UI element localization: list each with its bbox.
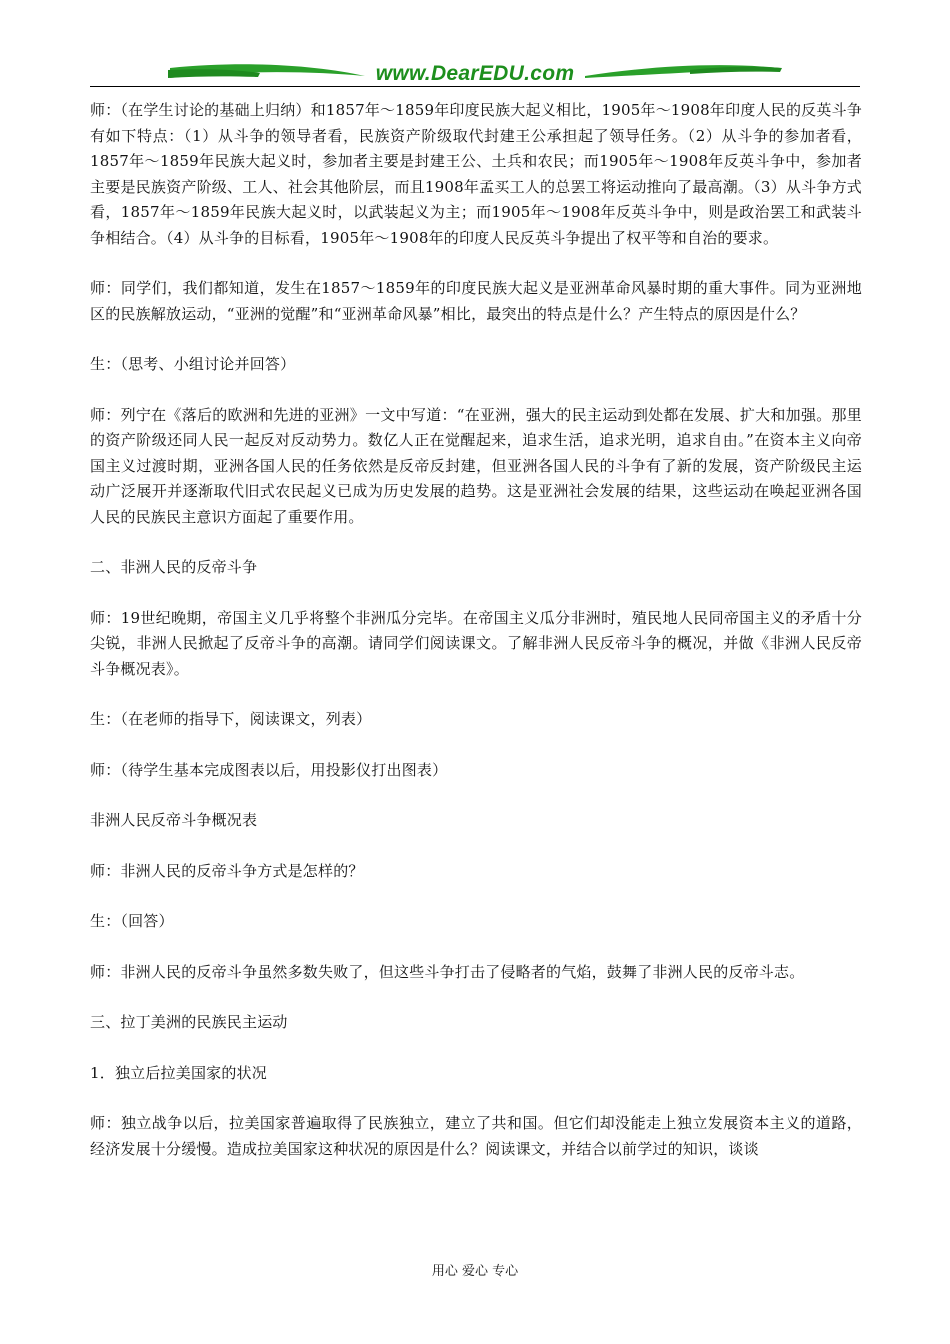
paragraph-teacher-method-question: 师：非洲人民的反帝斗争方式是怎样的？ <box>90 861 364 880</box>
site-logo-text: www.DearEDU.com <box>375 62 575 85</box>
subsection-heading-latin-america-status: 1．独立后拉美国家的状况 <box>90 1063 267 1082</box>
paragraph-lenin-quote: 师：列宁在《落后的欧洲和先进的亚洲》一文中写道：“在亚洲，强大的民主运动到处都在发展、扩大和加强。那里的资产阶级还同人民一起反对反动势力。数亿人正在觉醒起来，追求生活，追求光明，追求自由。”在资本主义向帝国主义过渡时期，亚洲各国人民的任务依然是反帝反封建，但亚洲各国人民的斗争有了新的发展，资产阶级民主运动广泛展开并逐渐取代旧式农民起义已成为历史发展的趋势。这是亚洲社会发展的结果，这些运动在唤起亚洲各国人民的民族民主意识方面起了重要作用。 <box>90 405 862 526</box>
page-footer: 用心 爱心 专心 <box>431 1264 519 1279</box>
paragraph-student-answer: 生：（回答） <box>90 912 174 930</box>
paragraph-africa-conclusion: 师：非洲人民的反帝斗争虽然多数失败了，但这些斗争打击了侵略者的气焰，鼓舞了非洲人民的反帝斗志。 <box>90 962 805 981</box>
paragraph-teacher-question: 师：同学们，我们都知道，发生在1857～1859年的印度民族大起义是亚洲革命风暴时期的重大事件。同为亚洲地区的民族解放运动，“亚洲的觉醒”和“亚洲革命风暴”相比，最突出的特点是什么？产生特点的原因是什么？ <box>90 279 862 323</box>
paragraph-student-reading: 生：（在老师的指导下，阅读课文，列表） <box>90 710 372 728</box>
header-divider <box>90 86 860 87</box>
paragraph-summary-characteristics: 师：（在学生讨论的基础上归纳）和1857年～1859年印度民族大起义相比，1905年～1908年印度人民的反英斗争有如下特点：（1）从斗争的领导者看，民族资产阶级取代封建王公承担起了领导任务。（2）从斗争的参加者看，1857年～1859年民族大起义时，参加者主要是封建王公、土兵和农民；而1905年～1908年反英斗争中，参加者主要是民族资产阶级、工人、社会其他阶层，而且1908年孟买工人的总罢工将运动推向了最高潮。（3）从斗争方式看，1857年～1859年民族大起义时，以武装起义为主；而1905年～1908年反英斗争中，则是政治罢工和武装斗争相结合。（4）从斗争的目标看，1905年～1908年的印度人民反英斗争提出了权平等和自治的要求。 <box>90 101 862 247</box>
paragraph-latin-america-intro: 师：独立战争以后，拉美国家普遍取得了民族独立，建立了共和国。但它们却没能走上独立发展资本主义的道路，经济发展十分缓慢。造成拉美国家这种状况的原因是什么？阅读课文，并结合以前学过的知识，谈谈 <box>90 1114 862 1158</box>
paragraph-africa-intro: 师：19世纪晚期，帝国主义几乎将整个非洲瓜分完毕。在帝国主义瓜分非洲时，殖民地人民同帝国主义的矛盾十分尖锐，非洲人民掀起了反帝斗争的高潮。请同学们阅读课文。了解非洲人民反帝斗争的概况，并做《非洲人民反帝斗争概况表》。 <box>90 608 862 678</box>
table-caption-africa: 非洲人民反帝斗争概况表 <box>90 811 258 829</box>
section-heading-africa: 二、非洲人民的反帝斗争 <box>90 558 258 576</box>
paragraph-teacher-projection: 师：（待学生基本完成图表以后，用投影仪打出图表） <box>90 760 448 779</box>
section-heading-latin-america: 三、拉丁美洲的民族民主运动 <box>90 1013 288 1031</box>
paragraph-student-discussion: 生：（思考、小组讨论并回答） <box>90 355 296 373</box>
header-banner <box>90 56 860 90</box>
document-body <box>90 98 862 1187</box>
